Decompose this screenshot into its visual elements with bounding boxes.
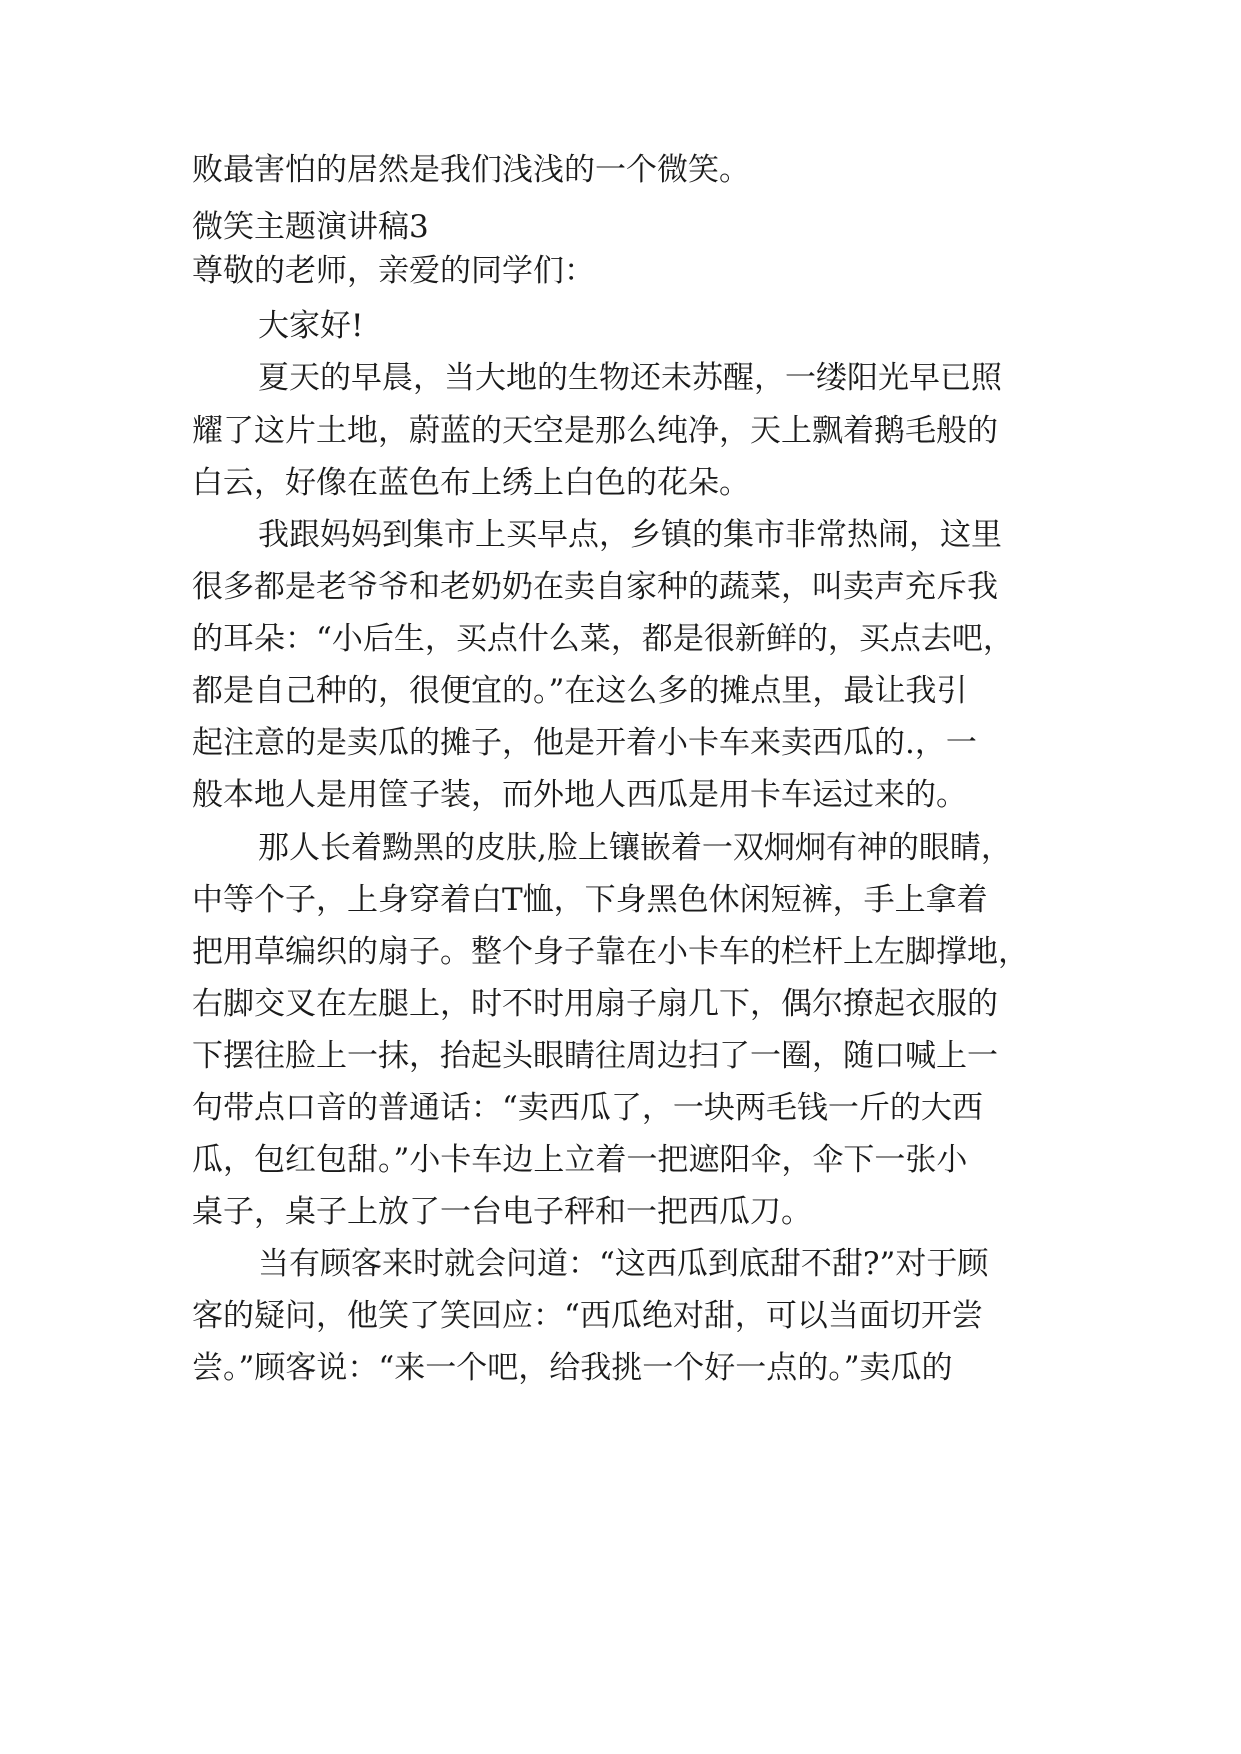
paragraph-line: 起注意的是卖瓜的摊子，他是开着小卡车来卖西瓜的.，一 [192,725,977,761]
paragraph-line: 白云，好像在蓝色布上绣上白色的花朵。 [192,465,750,501]
paragraph-line: 都是自己种的，很便宜的。”在这么多的摊点里，最让我引 [192,673,968,709]
paragraph-line: 右脚交叉在左腿上，时不时用扇子扇几下，偶尔撩起衣服的 [192,986,998,1022]
paragraph-line: 耀了这片土地，蔚蓝的天空是那么纯净，天上飘着鹅毛般的 [192,413,998,449]
paragraph-line: 瓜，包红包甜。”小卡车边上立着一把遮阳伞，伞下一张小 [192,1142,968,1178]
paragraph-line: 般本地人是用筐子装，而外地人西瓜是用卡车运过来的。 [192,777,967,813]
greeting: 大家好! [258,308,364,344]
paragraph-line: 那人长着黝黑的皮肤,脸上镶嵌着一双炯炯有神的眼睛， [258,830,1012,866]
paragraph-line: 桌子，桌子上放了一台电子秤和一把西瓜刀。 [192,1194,812,1230]
paragraph-line: 中等个子，上身穿着白T恤，下身黑色休闲短裤，手上拿着 [192,882,988,918]
paragraph-line: 很多都是老爷爷和老奶奶在卖自家种的蔬菜，叫卖声充斥我 [192,569,998,605]
paragraph-line: 句带点口音的普通话：“卖西瓜了，一块两毛钱一斤的大西 [192,1090,983,1126]
paragraph-line: 的耳朵：“小后生，买点什么菜，都是很新鲜的，买点去吧， [192,621,1014,657]
paragraph-line: 当有顾客来时就会问道：“这西瓜到底甜不甜?”对于顾 [258,1246,989,1282]
paragraph-line: 夏天的早晨，当大地的生物还未苏醒，一缕阳光早已照 [258,360,1002,396]
paragraph-line: 把用草编织的扇子。整个身子靠在小卡车的栏杆上左脚撑地， [192,934,1029,970]
paragraph-line: 客的疑问，他笑了笑回应：“西瓜绝对甜，可以当面切开尝 [192,1298,983,1334]
paragraph-line: 尝。”顾客说：“来一个吧，给我挑一个好一点的。”卖瓜的 [192,1350,953,1386]
text-line: 败最害怕的居然是我们浅浅的一个微笑。 [192,152,750,188]
salutation: 尊敬的老师，亲爱的同学们： [192,253,595,289]
paragraph-line: 下摆往脸上一抹，抬起头眼睛往周边扫了一圈，随口喊上一 [192,1038,998,1074]
section-heading: 微笑主题演讲稿3 [192,209,429,245]
paragraph-line: 我跟妈妈到集市上买早点，乡镇的集市非常热闹，这里 [258,517,1002,553]
